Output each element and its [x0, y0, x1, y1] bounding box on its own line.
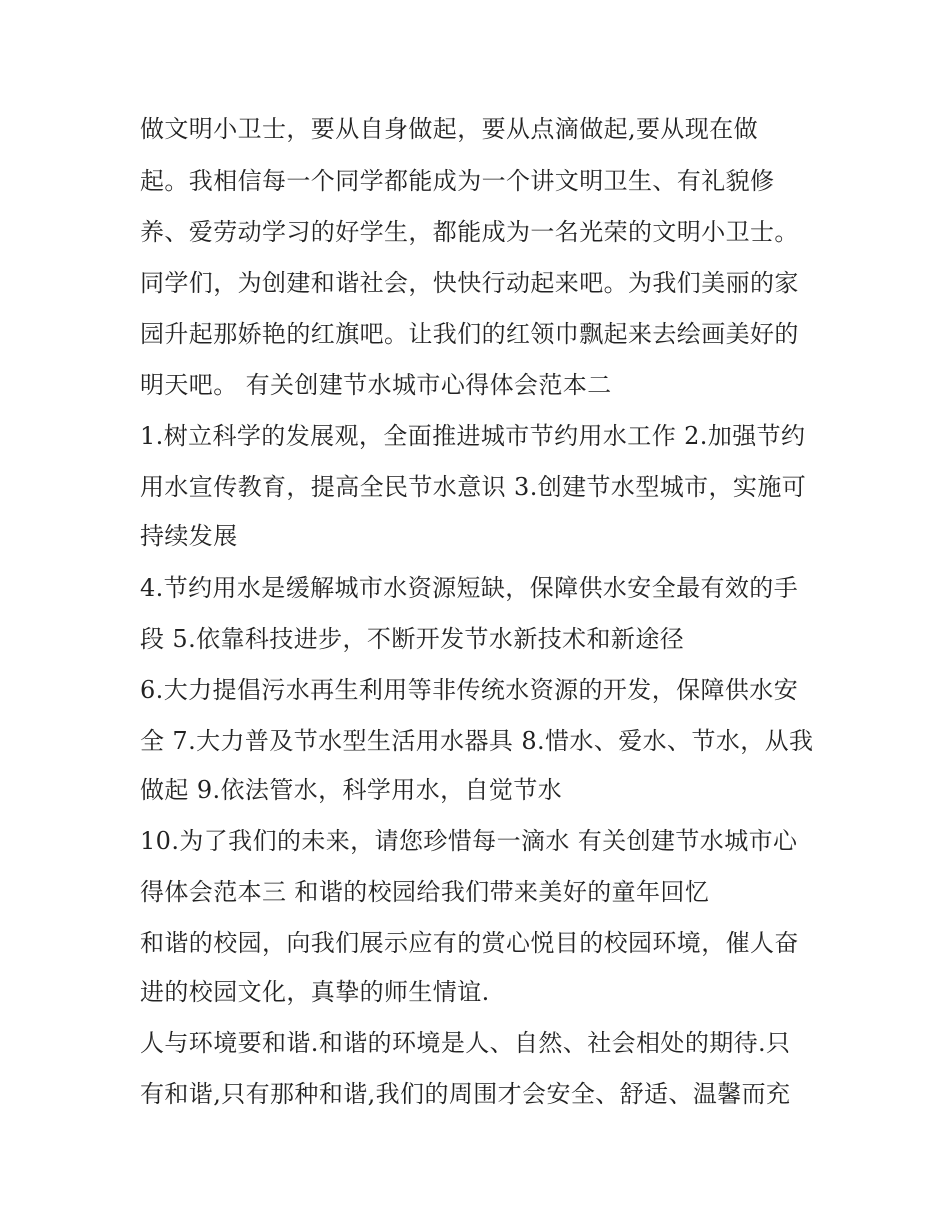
text-line: 得体会范本三 和谐的校园给我们带来美好的童年回忆 [140, 878, 710, 906]
text-line: 有和谐,只有那种和谐,我们的周围才会安全、舒适、温馨而充 [140, 1080, 791, 1108]
text-line: 和谐的校园，向我们展示应有的赏心悦目的校园环境，催人奋 [140, 929, 799, 957]
text-line: 明天吧。 有关创建节水城市心得体会范本二 [140, 371, 612, 399]
text-line: 做文明小卫士，要从自身做起，要从点滴做起,要从现在做 [140, 115, 759, 143]
text-line: 10.为了我们的未来，请您珍惜每一滴水 有关创建节水城市心 [140, 827, 798, 855]
text-line: 同学们，为创建和谐社会，快快行动起来吧。为我们美丽的家 [140, 269, 799, 297]
text-line: 做起 9.依法管水，科学用水，自觉节水 [140, 776, 563, 804]
text-line: 段 5.依靠科技进步，不断开发节水新技术和新途径 [140, 625, 685, 653]
text-line: 人与环境要和谐.和谐的环境是人、自然、社会相处的期待.只 [140, 1029, 791, 1057]
text-line: 用水宣传教育，提高全民节水意识 3.创建节水型城市，实施可 [140, 473, 807, 501]
text-line: 1.树立科学的发展观，全面推进城市节约用水工作 2.加强节约 [140, 422, 806, 450]
text-line: 6.大力提倡污水再生利用等非传统水资源的开发，保障供水安 [140, 676, 799, 704]
text-line: 进的校园文化，真挚的师生情谊. [140, 978, 490, 1006]
text-line: 持续发展 [140, 522, 238, 550]
text-line: 起。我相信每一个同学都能成为一个讲文明卫生、有礼貌修 [140, 167, 775, 195]
text-line: 4.节约用水是缓解城市水资源短缺，保障供水安全最有效的手 [140, 574, 799, 602]
text-line: 园升起那娇艳的红旗吧。让我们的红领巾飘起来去绘画美好的 [140, 320, 799, 348]
text-line: 养、爱劳动学习的好学生，都能成为一名光荣的文明小卫士。 [140, 218, 799, 246]
text-line: 全 7.大力普及节水型生活用水器具 8.惜水、爱水、节水，从我 [140, 727, 814, 755]
